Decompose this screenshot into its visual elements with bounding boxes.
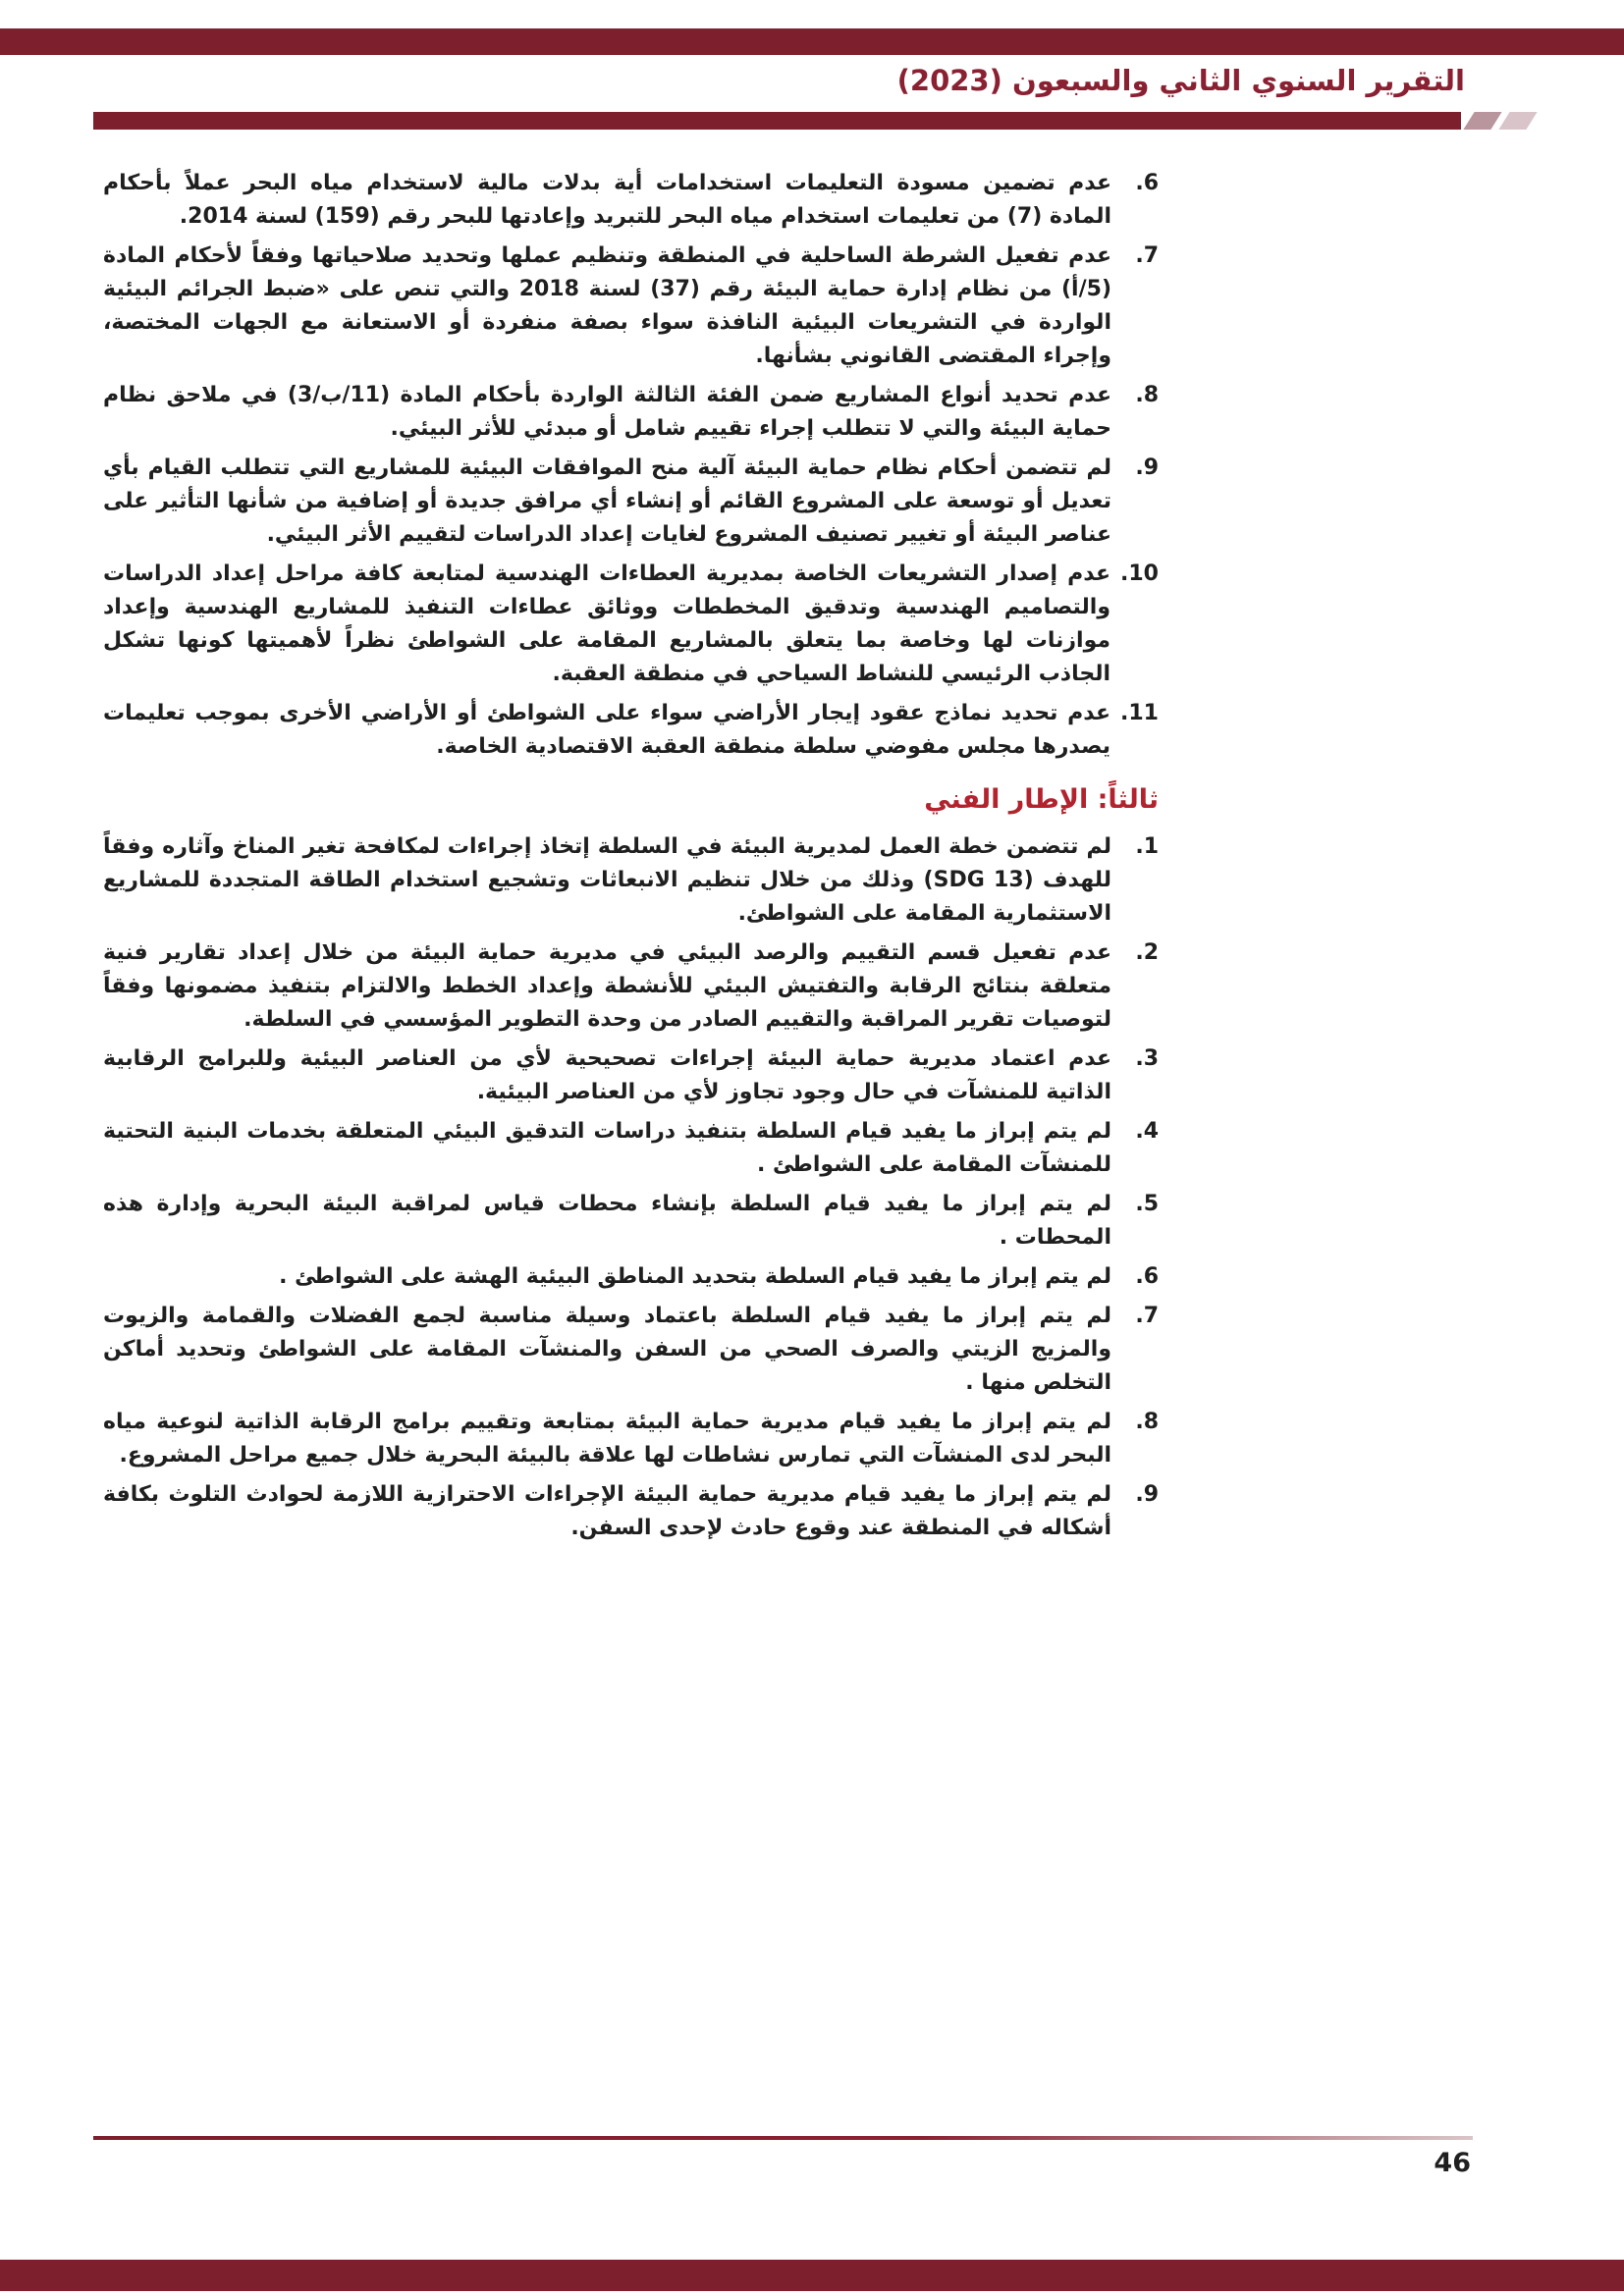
- item-text: عدم تحديد نماذج عقود إيجار الأراضي سواء على الشواطئ أو الأراضي الأخرى بموجب تعليمات يصدرها مجلس مفوضي سلطة منطقة العقبة الاقتصادية الخاصة.: [103, 701, 1111, 759]
- item-text: لم يتم إبراز ما يفيد قيام السلطة بإنشاء محطات قياس لمراقبة البيئة البحرية وإدارة هذه المحطات .: [103, 1192, 1111, 1250]
- header-rule-bar: [93, 112, 1461, 130]
- report-title: التقرير السنوي الثاني والسبعون (2023): [896, 64, 1465, 97]
- item-number: 7.: [1135, 243, 1159, 268]
- item-number: 2.: [1135, 940, 1159, 965]
- item-number: 9.: [1135, 455, 1159, 480]
- item-text: عدم تفعيل الشرطة الساحلية في المنطقة وتنظيم عملها وتحديد صلاحياتها وفقاً لأحكام المادة (5/أ) من نظام إدارة حماية البيئة رقم (37) لسنة 2018 والتي تنص على «ضبط الجرائم البيئية الواردة في التشريعات البيئية النافذة سواء بصفة منفردة أو الاستعانة مع الجهات المختصة، وإجراء المقتضى القانوني بشأنها.: [103, 243, 1111, 368]
- list-item: [103, 1406, 1159, 1472]
- findings-list-administrative: [103, 167, 1159, 764]
- header-rule: [93, 112, 1532, 130]
- item-text: عدم إصدار التشريعات الخاصة بمديرية العطاءات الهندسية لمتابعة كافة مراحل إعداد الدراسات والتصاميم الهندسية وتدقيق المخططات ووثائق عطاءات التنفيذ للمشاريع الهندسية وإعداد موازنات لها وخاصة بما يتعلق بالمشاريع المقامة على الشواطئ نظراً لأهميتها كونها تشكل الجاذب الرئيسي للنشاط السياحي في منطقة العقبة.: [103, 561, 1111, 686]
- page-number: 46: [1434, 2148, 1471, 2178]
- item-number: 6.: [1135, 171, 1159, 195]
- item-text: لم تتضمن خطة العمل لمديرية البيئة في السلطة إتخاذ إجراءات لمكافحة تغير المناخ وآثاره وفقاً للهدف (SDG 13) وذلك من خلال تنظيم الانبعاثات وتشجيع استخدام الطاقة المتجددة للمشاريع الاستثمارية المقامة على الشواطئ.: [103, 834, 1111, 926]
- list-item: [103, 1115, 1159, 1182]
- list-item: [103, 240, 1159, 373]
- item-number: 11.: [1120, 701, 1159, 725]
- list-item: [103, 1478, 1159, 1545]
- list-item: [103, 697, 1159, 764]
- section-heading-technical-framework: ثالثاً: الإطار الفني: [924, 784, 1159, 815]
- findings-list-technical: [103, 830, 1159, 1545]
- item-text: لم يتم إبراز ما يفيد قيام السلطة بتنفيذ دراسات التدقيق البيئي المتعلقة بخدمات البنية التحتية للمنشآت المقامة على الشواطئ .: [103, 1119, 1111, 1177]
- list-item: [103, 1260, 1159, 1294]
- item-text: عدم تحديد أنواع المشاريع ضمن الفئة الثالثة الواردة بأحكام المادة (11/ب/3) في ملاحق نظام حماية البيئة والتي لا تتطلب إجراء تقييم شامل أو مبدئي للأثر البيئي.: [103, 383, 1111, 441]
- footer-rule: [93, 2136, 1473, 2140]
- list-item: [103, 558, 1159, 691]
- item-text: عدم تضمين مسودة التعليمات استخدامات أية بدلات مالية لاستخدام مياه البحر عملاً بأحكام المادة (7) من تعليمات استخدام مياه البحر للتبريد وإعادتها للبحر رقم (159) لسنة 2014.: [103, 171, 1111, 229]
- item-number: 3.: [1135, 1046, 1159, 1071]
- list-item: [103, 452, 1159, 552]
- list-item: [103, 379, 1159, 446]
- item-text: عدم تفعيل قسم التقييم والرصد البيئي في مديرية حماية البيئة من خلال إعداد تقارير فنية متعلقة بنتائج الرقابة والتفتيش البيئي للأنشطة وإعداد الخطط والالتزام بتنفيذ مضمونها وفقاً لتوصيات تقرير المراقبة والتقييم الصادر من وحدة التطوير المؤسسي في السلطة.: [103, 940, 1111, 1032]
- list-item: [103, 167, 1159, 234]
- item-text: لم يتم إبراز ما يفيد قيام مديرية حماية البيئة بمتابعة وتقييم برامج الرقابة الذاتية لنوعية مياه البحر لدى المنشآت التي تمارس نشاطات لها علاقة بالبيئة البحرية خلال جميع مراحل المشروع.: [103, 1410, 1111, 1468]
- item-text: لم تتضمن أحكام نظام حماية البيئة آلية منح الموافقات البيئية للمشاريع التي تتطلب القيام بأي تعديل أو توسعة على المشروع القائم أو إنشاء أي مرافق جديدة أو إضافية من شأنها التأثير على عناصر البيئة أو تغيير تصنيف المشروع لغايات إعداد الدراسات لتقييم الأثر البيئي.: [103, 455, 1111, 547]
- item-number: 6.: [1135, 1264, 1159, 1289]
- list-item: [103, 936, 1159, 1037]
- item-text: لم يتم إبراز ما يفيد قيام السلطة بتحديد المناطق البيئية الهشة على الشواطئ .: [279, 1264, 1111, 1289]
- header-decoration-chevron-outer: [1498, 112, 1537, 130]
- header-decoration-chevron-inner: [1463, 112, 1501, 130]
- item-number: 7.: [1135, 1304, 1159, 1328]
- item-text: لم يتم إبراز ما يفيد قيام السلطة باعتماد وسيلة مناسبة لجمع الفضلات والقمامة والزيوت والمزيج الزيتي والصرف الصحي من السفن والمنشآت المقامة على الشواطئ وتحديد أماكن التخلص منها .: [103, 1304, 1111, 1395]
- item-number: 1.: [1135, 834, 1159, 859]
- item-number: 9.: [1135, 1482, 1159, 1507]
- list-item: [103, 1042, 1159, 1109]
- top-border-bar: [0, 28, 1624, 55]
- item-number: 8.: [1135, 383, 1159, 407]
- item-number: 8.: [1135, 1410, 1159, 1434]
- item-text: عدم اعتماد مديرية حماية البيئة إجراءات تصحيحية لأي من العناصر البيئية وللبرامج الرقابية الذاتية للمنشآت في حال وجود تجاوز لأي من العناصر البيئية.: [103, 1046, 1111, 1104]
- item-number: 5.: [1135, 1192, 1159, 1216]
- list-item: [103, 1188, 1159, 1255]
- list-item: [103, 830, 1159, 931]
- item-number: 10.: [1120, 561, 1159, 586]
- item-number: 4.: [1135, 1119, 1159, 1144]
- item-text: لم يتم إبراز ما يفيد قيام مديرية حماية البيئة الإجراءات الاحترازية اللازمة لحوادث التلوث بكافة أشكاله في المنطقة عند وقوع حادث لإحدى السفن.: [103, 1482, 1111, 1540]
- list-item: [103, 1300, 1159, 1400]
- bottom-border-bar: [0, 2260, 1624, 2291]
- report-body: [103, 167, 1159, 1551]
